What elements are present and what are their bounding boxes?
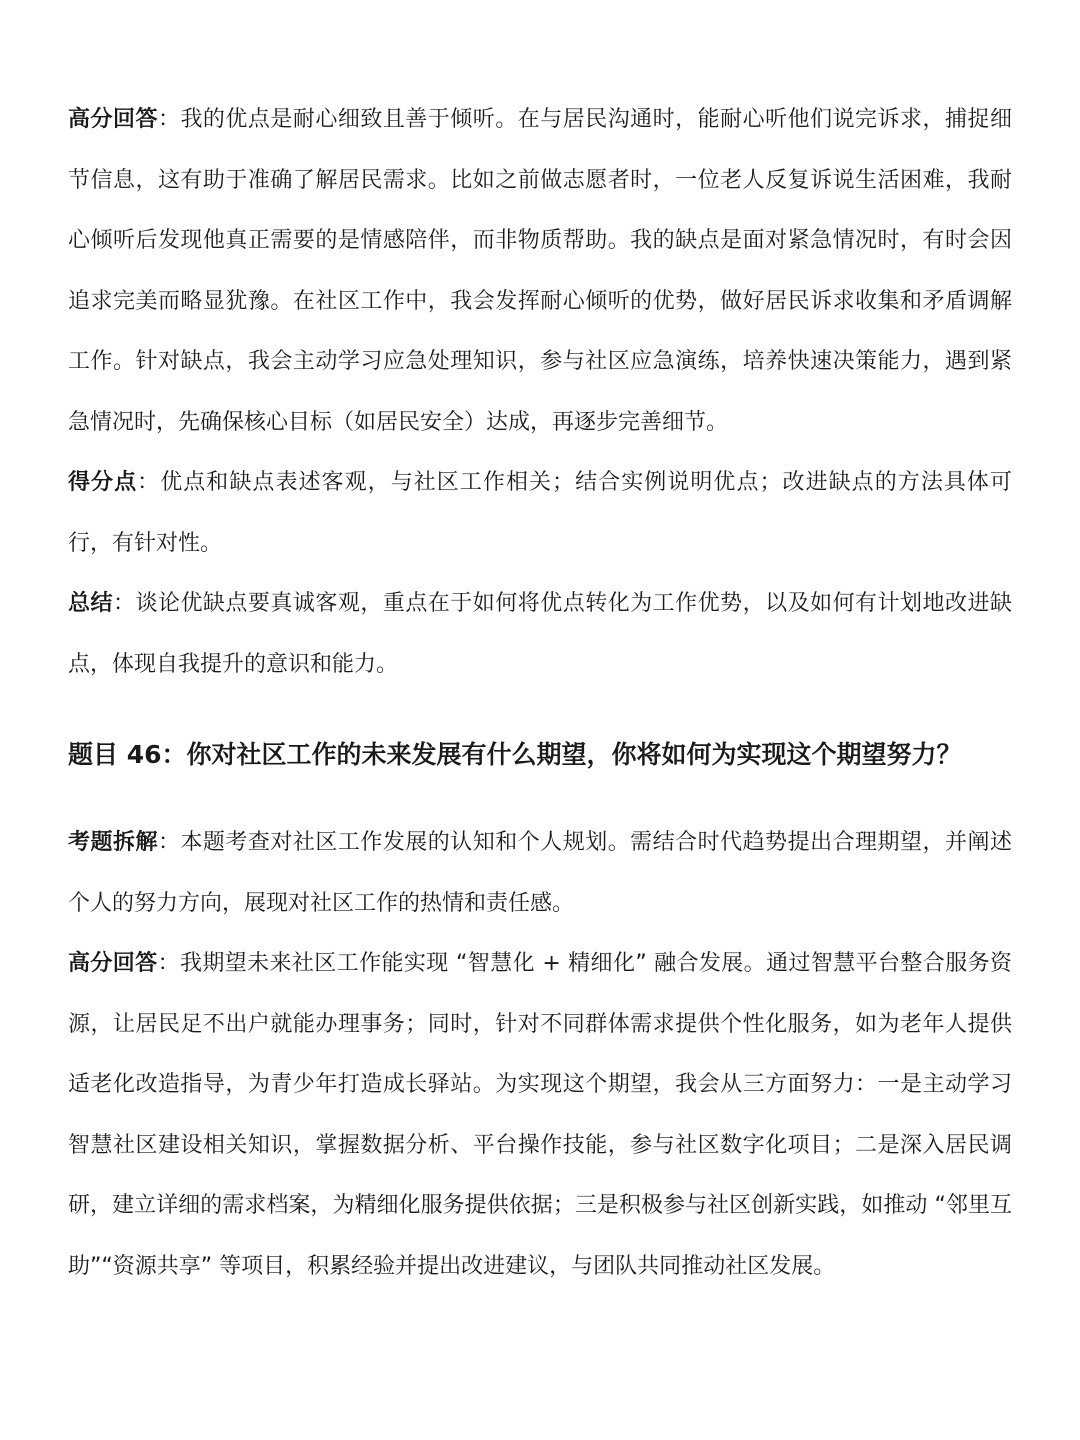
q45-scoring-label: 得分点 <box>68 470 138 495</box>
q46-answer-paragraph <box>68 934 1012 1297</box>
q45-scoring-text: ：优点和缺点表述客观，与社区工作相关；结合实例说明优点；改进缺点的方法具体可行，有针对性。 <box>68 470 1012 556</box>
q46-analysis-paragraph <box>68 813 1012 934</box>
q45-scoring-paragraph <box>68 453 1012 574</box>
q45-answer-label: 高分回答 <box>68 107 158 132</box>
q46-answer-text: ：我期望未来社区工作能实现 “智慧化 + 精细化” 融合发展。通过智慧平台整合服务资源，让居民足不出户就能办理事务；同时，针对不同群体需求提供个性化服务，如为老年人提供适老化改造指导，为青少年打造成长驿站。为实现这个期望，我会从三方面努力：一是主动学习智慧社区建设相关知识，掌握数据分析、平台操作技能，参与社区数字化项目；二是深入居民调研，建立详细的需求档案，为精细化服务提供依据；三是积极参与社区创新实践，如推动 “邻里互助”“资源共享” 等项目，积累经验并提出改进建议，与团队共同推动社区发展。 <box>68 951 1012 1279</box>
q45-summary-label: 总结 <box>68 591 113 616</box>
document-page <box>68 90 1012 1297</box>
q45-summary-paragraph <box>68 574 1012 695</box>
q45-summary-text: ：谈论优缺点要真诚客观，重点在于如何将优点转化为工作优势，以及如何有计划地改进缺点，体现自我提升的意识和能力。 <box>68 591 1012 677</box>
q46-analysis-text: ：本题考查对社区工作发展的认知和个人规划。需结合时代趋势提出合理期望，并阐述个人的努力方向，展现对社区工作的热情和责任感。 <box>68 830 1012 916</box>
q46-analysis-label: 考题拆解 <box>68 830 158 855</box>
q45-answer-text: ：我的优点是耐心细致且善于倾听。在与居民沟通时，能耐心听他们说完诉求，捕捉细节信息，这有助于准确了解居民需求。比如之前做志愿者时，一位老人反复诉说生活困难，我耐心倾听后发现他真正需要的是情感陪伴，而非物质帮助。我的缺点是面对紧急情况时，有时会因追求完美而略显犹豫。在社区工作中，我会发挥耐心倾听的优势，做好居民诉求收集和矛盾调解工作。针对缺点，我会主动学习应急处理知识，参与社区应急演练，培养快速决策能力，遇到紧急情况时，先确保核心目标（如居民安全）达成，再逐步完善细节。 <box>68 107 1012 435</box>
q45-answer-paragraph <box>68 90 1012 453</box>
q46-answer-label: 高分回答 <box>68 951 158 976</box>
q46-title: 题目 46：你对社区工作的未来发展有什么期望，你将如何为实现这个期望努力？ <box>68 740 962 769</box>
